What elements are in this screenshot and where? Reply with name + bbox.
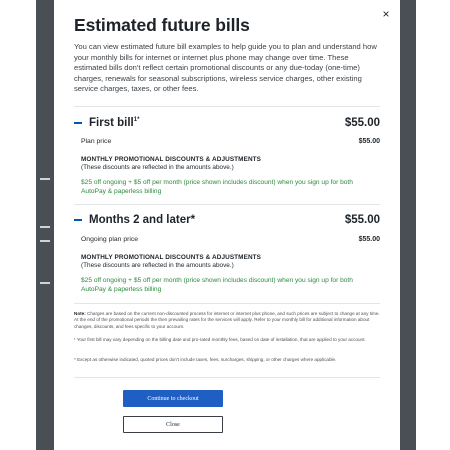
plan-price-label: Plan price	[81, 137, 112, 145]
promo-subheading: (These discounts are reflected in the amounts above.)	[81, 164, 234, 172]
continue-to-checkout-button[interactable]: Continue to checkout	[123, 390, 223, 407]
backdrop-left	[36, 0, 54, 450]
first-bill-promo-text: $25 off ongoing + $5 off per month (price shown includes discount) when you sign up for both AutoPay & paperless billing	[81, 179, 353, 195]
note-label: Note:	[74, 311, 86, 316]
divider	[74, 303, 380, 304]
later-bill-promo-heading: MONTHLY PROMOTIONAL DISCOUNTS & ADJUSTMENTS (These discounts are reflected in the amounts above.)	[81, 254, 371, 271]
first-bill-amount: $55.00	[344, 117, 380, 129]
promo-subheading: (These discounts are reflected in the amounts above.)	[81, 262, 234, 270]
divider	[74, 204, 380, 205]
divider	[74, 106, 380, 107]
later-bill-amount: $55.00	[344, 214, 380, 226]
collapse-minus-icon[interactable]	[74, 219, 82, 221]
first-bill-promo-heading: MONTHLY PROMOTIONAL DISCOUNTS & ADJUSTMENTS (These discounts are reflected in the amounts above.)	[81, 156, 371, 173]
close-icon[interactable]: ×	[382, 7, 390, 21]
footnote-marks: 1*	[133, 117, 140, 124]
ongoing-plan-price-label: Ongoing plan price	[81, 235, 139, 243]
footnote-prices: * Except as otherwise indicated, quoted prices don't include taxes, fees, surcharges, shipping, or other charges where applicable.	[74, 357, 337, 362]
plan-price-amount: $55.00	[358, 137, 380, 145]
later-bill-promo-text: $25 off ongoing + $5 off per month (price shown includes discount) when you sign up for both AutoPay & paperless billing	[81, 277, 353, 293]
backdrop-text-fragment	[40, 240, 50, 242]
footnote-first-bill: ¹ Your first bill may vary depending on the billing date and pro-rated monthly fees, based on date of installation, that are applied to your account.	[74, 337, 366, 342]
first-bill-title: First bill$^{1*}$	[89, 117, 140, 129]
backdrop-right	[400, 0, 416, 450]
ongoing-plan-price-row	[81, 234, 380, 244]
divider	[74, 377, 380, 378]
modal-intro: You can view estimated future bill examples to help guide you to plan and understand how your monthly bills for internet or internet plus phone may change over time. These estimated bills don't reflect certain promotional discounts or any due-today (one-time) charges, renewals for seasonal subscriptions, wireless service charges, other existing service charges, taxes, or other fees.	[74, 42, 377, 94]
estimated-bills-modal	[54, 0, 400, 450]
collapse-minus-icon[interactable]	[74, 122, 82, 124]
later-bill-header[interactable]	[74, 212, 380, 228]
backdrop-text-fragment	[40, 226, 50, 228]
later-bill-title: Months 2 and later*	[89, 214, 196, 226]
disclaimer-note: Note: Charges are based on the current non-discounted process for internet or internet plus phone, and such prices are subject to change at any time. At the end of the promotional periods the then prevailing rates for the services will apply. Refer to your monthly bill for additional information about changes, discounts, and fees specific to your account.	[74, 311, 380, 329]
modal-title: Estimated future bills	[74, 15, 250, 35]
backdrop-text-fragment	[40, 282, 50, 284]
ongoing-plan-price-amount: $55.00	[358, 235, 380, 243]
close-button[interactable]: Close	[123, 416, 223, 433]
first-bill-header[interactable]	[74, 115, 380, 131]
backdrop-text-fragment	[40, 178, 50, 180]
plan-price-row	[81, 136, 380, 146]
